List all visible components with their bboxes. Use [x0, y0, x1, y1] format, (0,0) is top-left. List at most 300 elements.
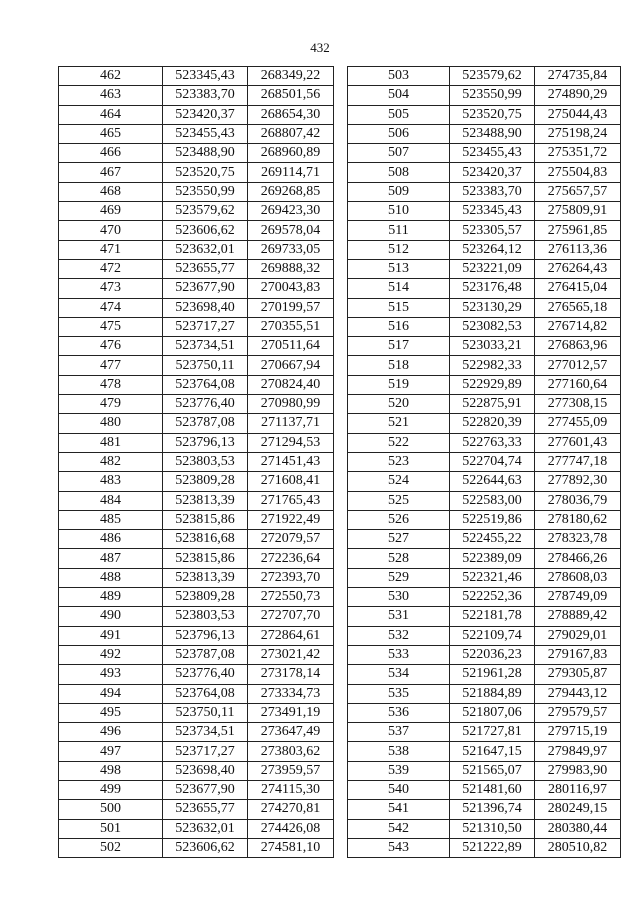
- x-coordinate-cell: 523488,90: [163, 144, 248, 163]
- y-coordinate-cell: 270355,51: [248, 317, 334, 336]
- table-row: [348, 144, 621, 163]
- table-row: [59, 491, 334, 510]
- table-row: [59, 317, 334, 336]
- x-coordinate-cell: 522321,46: [450, 568, 535, 587]
- y-coordinate-cell: 271451,43: [248, 452, 334, 471]
- point-number-cell: 518: [348, 356, 450, 375]
- point-number-cell: 489: [59, 588, 163, 607]
- x-coordinate-cell: 521884,89: [450, 684, 535, 703]
- table-row: [59, 742, 334, 761]
- table-row: [59, 723, 334, 742]
- point-number-cell: 486: [59, 530, 163, 549]
- table-row: [348, 761, 621, 780]
- point-number-cell: 471: [59, 240, 163, 259]
- point-number-cell: 483: [59, 472, 163, 491]
- x-coordinate-cell: 523221,09: [450, 259, 535, 278]
- x-coordinate-cell: 522929,89: [450, 375, 535, 394]
- y-coordinate-cell: 270824,40: [248, 375, 334, 394]
- x-coordinate-cell: 523677,90: [163, 780, 248, 799]
- point-number-cell: 512: [348, 240, 450, 259]
- x-coordinate-cell: 523606,62: [163, 838, 248, 857]
- x-coordinate-cell: 523815,86: [163, 549, 248, 568]
- table-row: [348, 472, 621, 491]
- y-coordinate-cell: 270043,83: [248, 279, 334, 298]
- table-row: [348, 105, 621, 124]
- point-number-cell: 499: [59, 780, 163, 799]
- y-coordinate-cell: 280380,44: [535, 819, 621, 838]
- point-number-cell: 467: [59, 163, 163, 182]
- point-number-cell: 521: [348, 414, 450, 433]
- x-coordinate-cell: 523305,57: [450, 221, 535, 240]
- table-row: [348, 780, 621, 799]
- x-coordinate-cell: 523579,62: [450, 67, 535, 86]
- table-row: [348, 703, 621, 722]
- y-coordinate-cell: 277160,64: [535, 375, 621, 394]
- x-coordinate-cell: 522109,74: [450, 626, 535, 645]
- x-coordinate-cell: 523033,21: [450, 337, 535, 356]
- point-number-cell: 488: [59, 568, 163, 587]
- point-number-cell: 508: [348, 163, 450, 182]
- table-row: [348, 433, 621, 452]
- y-coordinate-cell: 273959,57: [248, 761, 334, 780]
- x-coordinate-cell: 523264,12: [450, 240, 535, 259]
- point-number-cell: 510: [348, 202, 450, 221]
- y-coordinate-cell: 278180,62: [535, 510, 621, 529]
- x-coordinate-cell: 523698,40: [163, 298, 248, 317]
- table-row: [348, 568, 621, 587]
- point-number-cell: 496: [59, 723, 163, 742]
- table-row: [59, 433, 334, 452]
- y-coordinate-cell: 280116,97: [535, 780, 621, 799]
- coordinates-table-right-body: [348, 67, 621, 858]
- point-number-cell: 542: [348, 819, 450, 838]
- y-coordinate-cell: 268960,89: [248, 144, 334, 163]
- table-row: [59, 221, 334, 240]
- y-coordinate-cell: 270667,94: [248, 356, 334, 375]
- x-coordinate-cell: 523750,11: [163, 356, 248, 375]
- y-coordinate-cell: 269578,04: [248, 221, 334, 240]
- coordinates-table-right: [347, 66, 621, 858]
- table-row: [348, 819, 621, 838]
- x-coordinate-cell: 521565,07: [450, 761, 535, 780]
- point-number-cell: 529: [348, 568, 450, 587]
- x-coordinate-cell: 523734,51: [163, 337, 248, 356]
- x-coordinate-cell: 523632,01: [163, 240, 248, 259]
- x-coordinate-cell: 521647,15: [450, 742, 535, 761]
- point-number-cell: 463: [59, 86, 163, 105]
- x-coordinate-cell: 521310,50: [450, 819, 535, 838]
- table-row: [348, 124, 621, 143]
- table-row: [348, 530, 621, 549]
- y-coordinate-cell: 276565,18: [535, 298, 621, 317]
- x-coordinate-cell: 521396,74: [450, 800, 535, 819]
- y-coordinate-cell: 279715,19: [535, 723, 621, 742]
- y-coordinate-cell: 271765,43: [248, 491, 334, 510]
- x-coordinate-cell: 523550,99: [450, 86, 535, 105]
- table-row: [59, 163, 334, 182]
- y-coordinate-cell: 274890,29: [535, 86, 621, 105]
- table-row: [348, 723, 621, 742]
- x-coordinate-cell: 523520,75: [450, 105, 535, 124]
- point-number-cell: 494: [59, 684, 163, 703]
- x-coordinate-cell: 523455,43: [450, 144, 535, 163]
- point-number-cell: 482: [59, 452, 163, 471]
- point-number-cell: 474: [59, 298, 163, 317]
- x-coordinate-cell: 521727,81: [450, 723, 535, 742]
- y-coordinate-cell: 268654,30: [248, 105, 334, 124]
- x-coordinate-cell: 523776,40: [163, 395, 248, 414]
- point-number-cell: 477: [59, 356, 163, 375]
- x-coordinate-cell: 523579,62: [163, 202, 248, 221]
- y-coordinate-cell: 276113,36: [535, 240, 621, 259]
- x-coordinate-cell: 523698,40: [163, 761, 248, 780]
- y-coordinate-cell: 269888,32: [248, 259, 334, 278]
- point-number-cell: 469: [59, 202, 163, 221]
- table-row: [59, 645, 334, 664]
- y-coordinate-cell: 274581,10: [248, 838, 334, 857]
- point-number-cell: 543: [348, 838, 450, 857]
- table-row: [59, 67, 334, 86]
- point-number-cell: 491: [59, 626, 163, 645]
- y-coordinate-cell: 279983,90: [535, 761, 621, 780]
- point-number-cell: 541: [348, 800, 450, 819]
- x-coordinate-cell: 521222,89: [450, 838, 535, 857]
- point-number-cell: 484: [59, 491, 163, 510]
- point-number-cell: 523: [348, 452, 450, 471]
- x-coordinate-cell: 522704,74: [450, 452, 535, 471]
- point-number-cell: 526: [348, 510, 450, 529]
- x-coordinate-cell: 523803,53: [163, 452, 248, 471]
- x-coordinate-cell: 523717,27: [163, 742, 248, 761]
- table-row: [348, 67, 621, 86]
- x-coordinate-cell: 523796,13: [163, 626, 248, 645]
- point-number-cell: 464: [59, 105, 163, 124]
- y-coordinate-cell: 276264,43: [535, 259, 621, 278]
- table-row: [59, 395, 334, 414]
- y-coordinate-cell: 275809,91: [535, 202, 621, 221]
- point-number-cell: 462: [59, 67, 163, 86]
- y-coordinate-cell: 272393,70: [248, 568, 334, 587]
- y-coordinate-cell: 271137,71: [248, 414, 334, 433]
- table-row: [59, 375, 334, 394]
- x-coordinate-cell: 523130,29: [450, 298, 535, 317]
- table-row: [59, 452, 334, 471]
- x-coordinate-cell: 523383,70: [450, 182, 535, 201]
- y-coordinate-cell: 280249,15: [535, 800, 621, 819]
- y-coordinate-cell: 272707,70: [248, 607, 334, 626]
- point-number-cell: 537: [348, 723, 450, 742]
- table-row: [348, 182, 621, 201]
- x-coordinate-cell: 523420,37: [450, 163, 535, 182]
- table-row: [59, 356, 334, 375]
- table-row: [59, 510, 334, 529]
- x-coordinate-cell: 523082,53: [450, 317, 535, 336]
- table-row: [348, 221, 621, 240]
- coordinates-table-left: [58, 66, 334, 858]
- x-coordinate-cell: 523776,40: [163, 665, 248, 684]
- table-row: [348, 452, 621, 471]
- y-coordinate-cell: 278466,26: [535, 549, 621, 568]
- y-coordinate-cell: 274426,08: [248, 819, 334, 838]
- y-coordinate-cell: 269268,85: [248, 182, 334, 201]
- y-coordinate-cell: 273178,14: [248, 665, 334, 684]
- table-row: [348, 838, 621, 857]
- table-row: [59, 761, 334, 780]
- x-coordinate-cell: 523796,13: [163, 433, 248, 452]
- table-row: [59, 86, 334, 105]
- point-number-cell: 479: [59, 395, 163, 414]
- y-coordinate-cell: 279579,57: [535, 703, 621, 722]
- x-coordinate-cell: 521961,28: [450, 665, 535, 684]
- x-coordinate-cell: 523764,08: [163, 375, 248, 394]
- y-coordinate-cell: 276415,04: [535, 279, 621, 298]
- point-number-cell: 497: [59, 742, 163, 761]
- table-row: [59, 124, 334, 143]
- table-row: [348, 588, 621, 607]
- table-row: [348, 356, 621, 375]
- x-coordinate-cell: 523488,90: [450, 124, 535, 143]
- y-coordinate-cell: 272236,64: [248, 549, 334, 568]
- x-coordinate-cell: 522252,36: [450, 588, 535, 607]
- point-number-cell: 470: [59, 221, 163, 240]
- point-number-cell: 509: [348, 182, 450, 201]
- table-row: [59, 240, 334, 259]
- point-number-cell: 520: [348, 395, 450, 414]
- point-number-cell: 534: [348, 665, 450, 684]
- y-coordinate-cell: 273803,62: [248, 742, 334, 761]
- point-number-cell: 525: [348, 491, 450, 510]
- table-row: [59, 472, 334, 491]
- y-coordinate-cell: 274735,84: [535, 67, 621, 86]
- table-row: [59, 144, 334, 163]
- table-row: [59, 279, 334, 298]
- x-coordinate-cell: 523176,48: [450, 279, 535, 298]
- y-coordinate-cell: 277455,09: [535, 414, 621, 433]
- x-coordinate-cell: 523520,75: [163, 163, 248, 182]
- x-coordinate-cell: 523345,43: [450, 202, 535, 221]
- y-coordinate-cell: 278889,42: [535, 607, 621, 626]
- table-row: [59, 588, 334, 607]
- table-row: [348, 317, 621, 336]
- y-coordinate-cell: 273647,49: [248, 723, 334, 742]
- point-number-cell: 500: [59, 800, 163, 819]
- y-coordinate-cell: 277747,18: [535, 452, 621, 471]
- y-coordinate-cell: 268807,42: [248, 124, 334, 143]
- x-coordinate-cell: 523787,08: [163, 645, 248, 664]
- y-coordinate-cell: 279849,97: [535, 742, 621, 761]
- point-number-cell: 502: [59, 838, 163, 857]
- table-row: [348, 298, 621, 317]
- table-row: [59, 838, 334, 857]
- x-coordinate-cell: 523813,39: [163, 568, 248, 587]
- table-row: [348, 510, 621, 529]
- point-number-cell: 507: [348, 144, 450, 163]
- point-number-cell: 528: [348, 549, 450, 568]
- table-row: [59, 337, 334, 356]
- table-row: [348, 163, 621, 182]
- y-coordinate-cell: 277601,43: [535, 433, 621, 452]
- y-coordinate-cell: 274115,30: [248, 780, 334, 799]
- x-coordinate-cell: 523550,99: [163, 182, 248, 201]
- table-row: [59, 568, 334, 587]
- x-coordinate-cell: 522036,23: [450, 645, 535, 664]
- point-number-cell: 530: [348, 588, 450, 607]
- y-coordinate-cell: 275351,72: [535, 144, 621, 163]
- x-coordinate-cell: 522583,00: [450, 491, 535, 510]
- point-number-cell: 481: [59, 433, 163, 452]
- x-coordinate-cell: 523345,43: [163, 67, 248, 86]
- point-number-cell: 538: [348, 742, 450, 761]
- x-coordinate-cell: 523677,90: [163, 279, 248, 298]
- y-coordinate-cell: 275657,57: [535, 182, 621, 201]
- y-coordinate-cell: 275504,83: [535, 163, 621, 182]
- x-coordinate-cell: 523813,39: [163, 491, 248, 510]
- y-coordinate-cell: 270511,64: [248, 337, 334, 356]
- point-number-cell: 492: [59, 645, 163, 664]
- y-coordinate-cell: 277308,15: [535, 395, 621, 414]
- table-row: [59, 684, 334, 703]
- x-coordinate-cell: 523809,28: [163, 472, 248, 491]
- point-number-cell: 466: [59, 144, 163, 163]
- y-coordinate-cell: 273021,42: [248, 645, 334, 664]
- y-coordinate-cell: 268349,22: [248, 67, 334, 86]
- table-row: [348, 645, 621, 664]
- y-coordinate-cell: 278749,09: [535, 588, 621, 607]
- table-row: [59, 259, 334, 278]
- point-number-cell: 480: [59, 414, 163, 433]
- point-number-cell: 485: [59, 510, 163, 529]
- table-row: [59, 703, 334, 722]
- x-coordinate-cell: 523815,86: [163, 510, 248, 529]
- coordinates-table-left-body: [59, 67, 334, 858]
- x-coordinate-cell: 523803,53: [163, 607, 248, 626]
- point-number-cell: 531: [348, 607, 450, 626]
- table-row: [348, 626, 621, 645]
- table-row: [348, 491, 621, 510]
- table-row: [348, 665, 621, 684]
- table-row: [348, 337, 621, 356]
- table-row: [59, 800, 334, 819]
- point-number-cell: 493: [59, 665, 163, 684]
- x-coordinate-cell: 522644,63: [450, 472, 535, 491]
- y-coordinate-cell: 280510,82: [535, 838, 621, 857]
- table-row: [348, 414, 621, 433]
- point-number-cell: 495: [59, 703, 163, 722]
- x-coordinate-cell: 523655,77: [163, 259, 248, 278]
- table-row: [59, 414, 334, 433]
- table-row: [348, 800, 621, 819]
- x-coordinate-cell: 523420,37: [163, 105, 248, 124]
- table-row: [348, 86, 621, 105]
- point-number-cell: 513: [348, 259, 450, 278]
- point-number-cell: 475: [59, 317, 163, 336]
- point-number-cell: 487: [59, 549, 163, 568]
- y-coordinate-cell: 275961,85: [535, 221, 621, 240]
- point-number-cell: 522: [348, 433, 450, 452]
- y-coordinate-cell: 272550,73: [248, 588, 334, 607]
- x-coordinate-cell: 522820,39: [450, 414, 535, 433]
- point-number-cell: 515: [348, 298, 450, 317]
- y-coordinate-cell: 275198,24: [535, 124, 621, 143]
- x-coordinate-cell: 522982,33: [450, 356, 535, 375]
- y-coordinate-cell: 271608,41: [248, 472, 334, 491]
- table-row: [59, 819, 334, 838]
- point-number-cell: 527: [348, 530, 450, 549]
- x-coordinate-cell: 521807,06: [450, 703, 535, 722]
- point-number-cell: 535: [348, 684, 450, 703]
- point-number-cell: 476: [59, 337, 163, 356]
- y-coordinate-cell: 271922,49: [248, 510, 334, 529]
- x-coordinate-cell: 523734,51: [163, 723, 248, 742]
- x-coordinate-cell: 522875,91: [450, 395, 535, 414]
- table-row: [348, 279, 621, 298]
- y-coordinate-cell: 272864,61: [248, 626, 334, 645]
- x-coordinate-cell: 522519,86: [450, 510, 535, 529]
- point-number-cell: 516: [348, 317, 450, 336]
- y-coordinate-cell: 276714,82: [535, 317, 621, 336]
- table-row: [348, 240, 621, 259]
- y-coordinate-cell: 278323,78: [535, 530, 621, 549]
- point-number-cell: 536: [348, 703, 450, 722]
- x-coordinate-cell: 523655,77: [163, 800, 248, 819]
- x-coordinate-cell: 522455,22: [450, 530, 535, 549]
- point-number-cell: 505: [348, 105, 450, 124]
- table-row: [59, 626, 334, 645]
- point-number-cell: 472: [59, 259, 163, 278]
- table-row: [59, 549, 334, 568]
- y-coordinate-cell: 271294,53: [248, 433, 334, 452]
- table-row: [59, 530, 334, 549]
- point-number-cell: 506: [348, 124, 450, 143]
- table-row: [59, 298, 334, 317]
- y-coordinate-cell: 273334,73: [248, 684, 334, 703]
- point-number-cell: 501: [59, 819, 163, 838]
- x-coordinate-cell: 523787,08: [163, 414, 248, 433]
- x-coordinate-cell: 521481,60: [450, 780, 535, 799]
- x-coordinate-cell: 522181,78: [450, 607, 535, 626]
- table-row: [348, 684, 621, 703]
- point-number-cell: 511: [348, 221, 450, 240]
- x-coordinate-cell: 523632,01: [163, 819, 248, 838]
- point-number-cell: 532: [348, 626, 450, 645]
- y-coordinate-cell: 278608,03: [535, 568, 621, 587]
- point-number-cell: 478: [59, 375, 163, 394]
- table-row: [348, 375, 621, 394]
- table-row: [59, 105, 334, 124]
- point-number-cell: 524: [348, 472, 450, 491]
- table-row: [348, 259, 621, 278]
- table-row: [348, 607, 621, 626]
- y-coordinate-cell: 270199,57: [248, 298, 334, 317]
- point-number-cell: 539: [348, 761, 450, 780]
- table-row: [59, 182, 334, 201]
- x-coordinate-cell: 523606,62: [163, 221, 248, 240]
- table-row: [59, 665, 334, 684]
- y-coordinate-cell: 269114,71: [248, 163, 334, 182]
- y-coordinate-cell: 269423,30: [248, 202, 334, 221]
- x-coordinate-cell: 522389,09: [450, 549, 535, 568]
- page-number: 432: [310, 40, 330, 55]
- point-number-cell: 504: [348, 86, 450, 105]
- table-row: [348, 549, 621, 568]
- table-row: [348, 395, 621, 414]
- point-number-cell: 465: [59, 124, 163, 143]
- y-coordinate-cell: 269733,05: [248, 240, 334, 259]
- x-coordinate-cell: 523809,28: [163, 588, 248, 607]
- y-coordinate-cell: 275044,43: [535, 105, 621, 124]
- x-coordinate-cell: 523717,27: [163, 317, 248, 336]
- y-coordinate-cell: 279443,12: [535, 684, 621, 703]
